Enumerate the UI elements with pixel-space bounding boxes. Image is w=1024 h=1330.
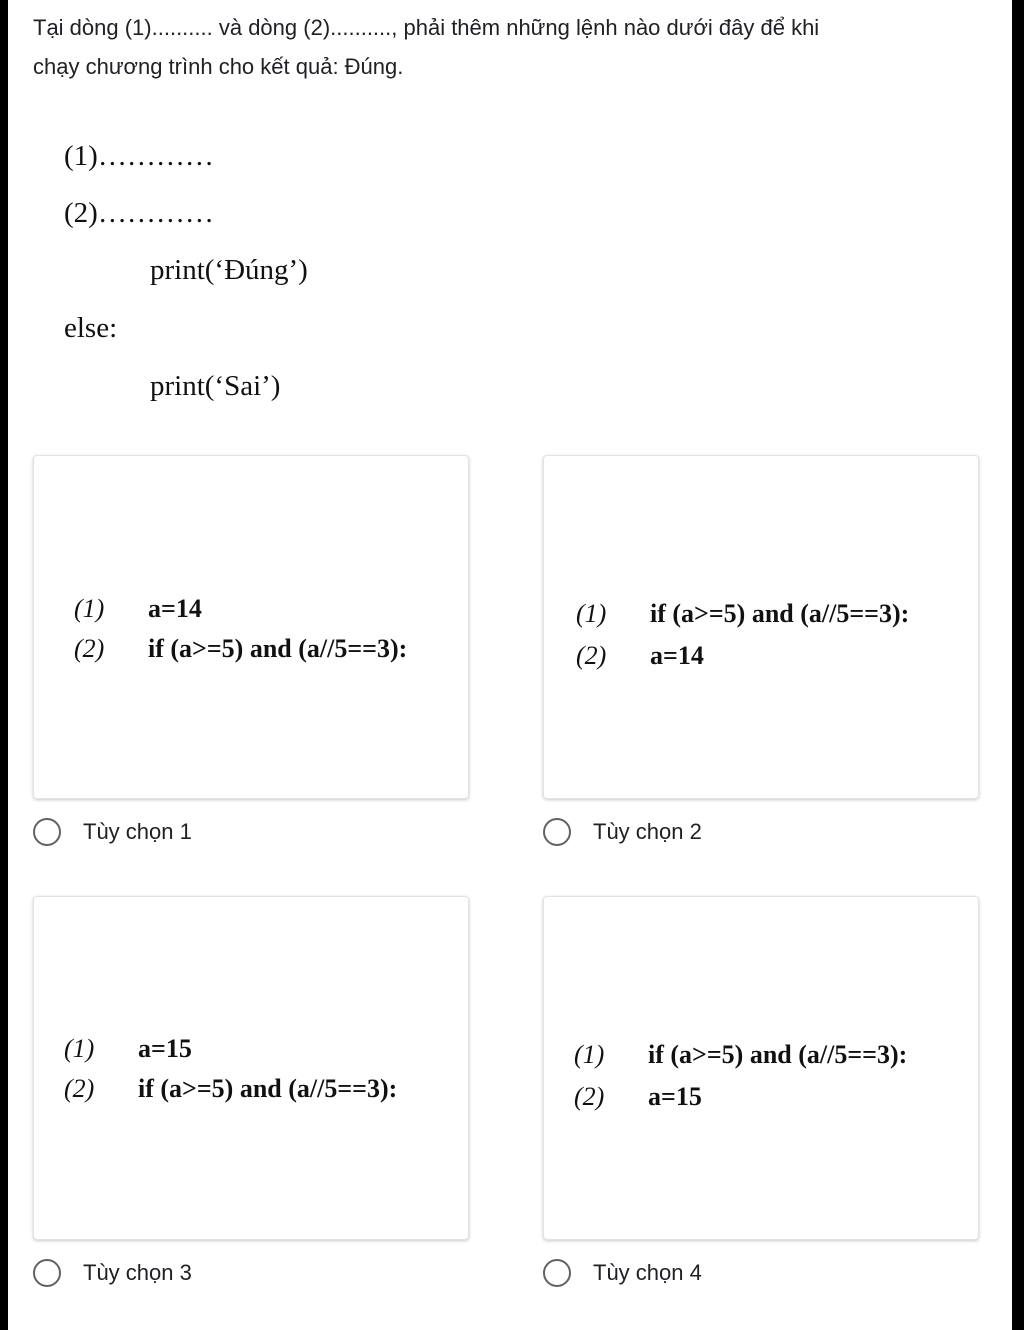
option-3-line-1 bbox=[64, 1034, 192, 1064]
line-number: (2) bbox=[64, 1074, 95, 1103]
option-1-line-1 bbox=[74, 594, 202, 624]
code-text: if (a>=5) and (a//5==3): bbox=[148, 634, 408, 663]
line-number: (2) bbox=[574, 1082, 605, 1111]
question-text bbox=[33, 8, 993, 86]
option-4-label[interactable]: Tùy chọn 4 bbox=[593, 1260, 702, 1285]
option-3-image-card[interactable] bbox=[33, 896, 469, 1240]
option-3-radio-row[interactable] bbox=[33, 1259, 192, 1287]
option-1-image-card[interactable] bbox=[33, 455, 469, 799]
line-number: (1) bbox=[64, 1034, 95, 1063]
code-text: a=14 bbox=[650, 641, 704, 670]
option-4-image-card[interactable] bbox=[543, 896, 979, 1240]
option-4-radio[interactable] bbox=[543, 1259, 571, 1287]
line-number: (1) bbox=[574, 1040, 605, 1069]
option-1-radio[interactable] bbox=[33, 818, 61, 846]
question-line-2: chạy chương trình cho kết quả: Đúng. bbox=[33, 54, 404, 79]
code-text: if (a>=5) and (a//5==3): bbox=[648, 1040, 908, 1069]
code-text: if (a>=5) and (a//5==3): bbox=[650, 599, 910, 628]
question-line-1: Tại dòng (1).......... và dòng (2).........., phải thêm những lệnh nào dưới đây để khi bbox=[33, 15, 820, 40]
code-line-print-sai: print(‘Sai’) bbox=[150, 370, 281, 402]
option-2-line-1 bbox=[576, 599, 909, 629]
option-2-radio[interactable] bbox=[543, 818, 571, 846]
option-2-radio-row[interactable] bbox=[543, 818, 702, 846]
option-1-label[interactable]: Tùy chọn 1 bbox=[83, 819, 192, 844]
code-text: if (a>=5) and (a//5==3): bbox=[138, 1074, 398, 1103]
option-2-label[interactable]: Tùy chọn 2 bbox=[593, 819, 702, 844]
form-page bbox=[8, 0, 1012, 1330]
option-4-line-2 bbox=[574, 1082, 702, 1112]
option-3-line-2 bbox=[64, 1074, 397, 1104]
option-3-label[interactable]: Tùy chọn 3 bbox=[83, 1260, 192, 1285]
line-number: (1) bbox=[576, 599, 607, 628]
code-text: a=15 bbox=[138, 1034, 192, 1063]
option-1-radio-row[interactable] bbox=[33, 818, 192, 846]
code-line-2: (2)………… bbox=[64, 197, 214, 229]
line-number: (2) bbox=[74, 634, 105, 663]
option-4-line-1 bbox=[574, 1040, 907, 1070]
code-line-else: else: bbox=[64, 312, 118, 344]
code-line-print-dung: print(‘Đúng’) bbox=[150, 254, 308, 286]
line-number: (1) bbox=[74, 594, 105, 623]
line-number: (2) bbox=[576, 641, 607, 670]
option-3-radio[interactable] bbox=[33, 1259, 61, 1287]
option-2-line-2 bbox=[576, 641, 704, 671]
option-2-image-card[interactable] bbox=[543, 455, 979, 799]
option-4-radio-row[interactable] bbox=[543, 1259, 702, 1287]
option-1-line-2 bbox=[74, 634, 407, 664]
code-text: a=14 bbox=[148, 594, 202, 623]
code-line-1: (1)………… bbox=[64, 140, 214, 172]
code-text: a=15 bbox=[648, 1082, 702, 1111]
